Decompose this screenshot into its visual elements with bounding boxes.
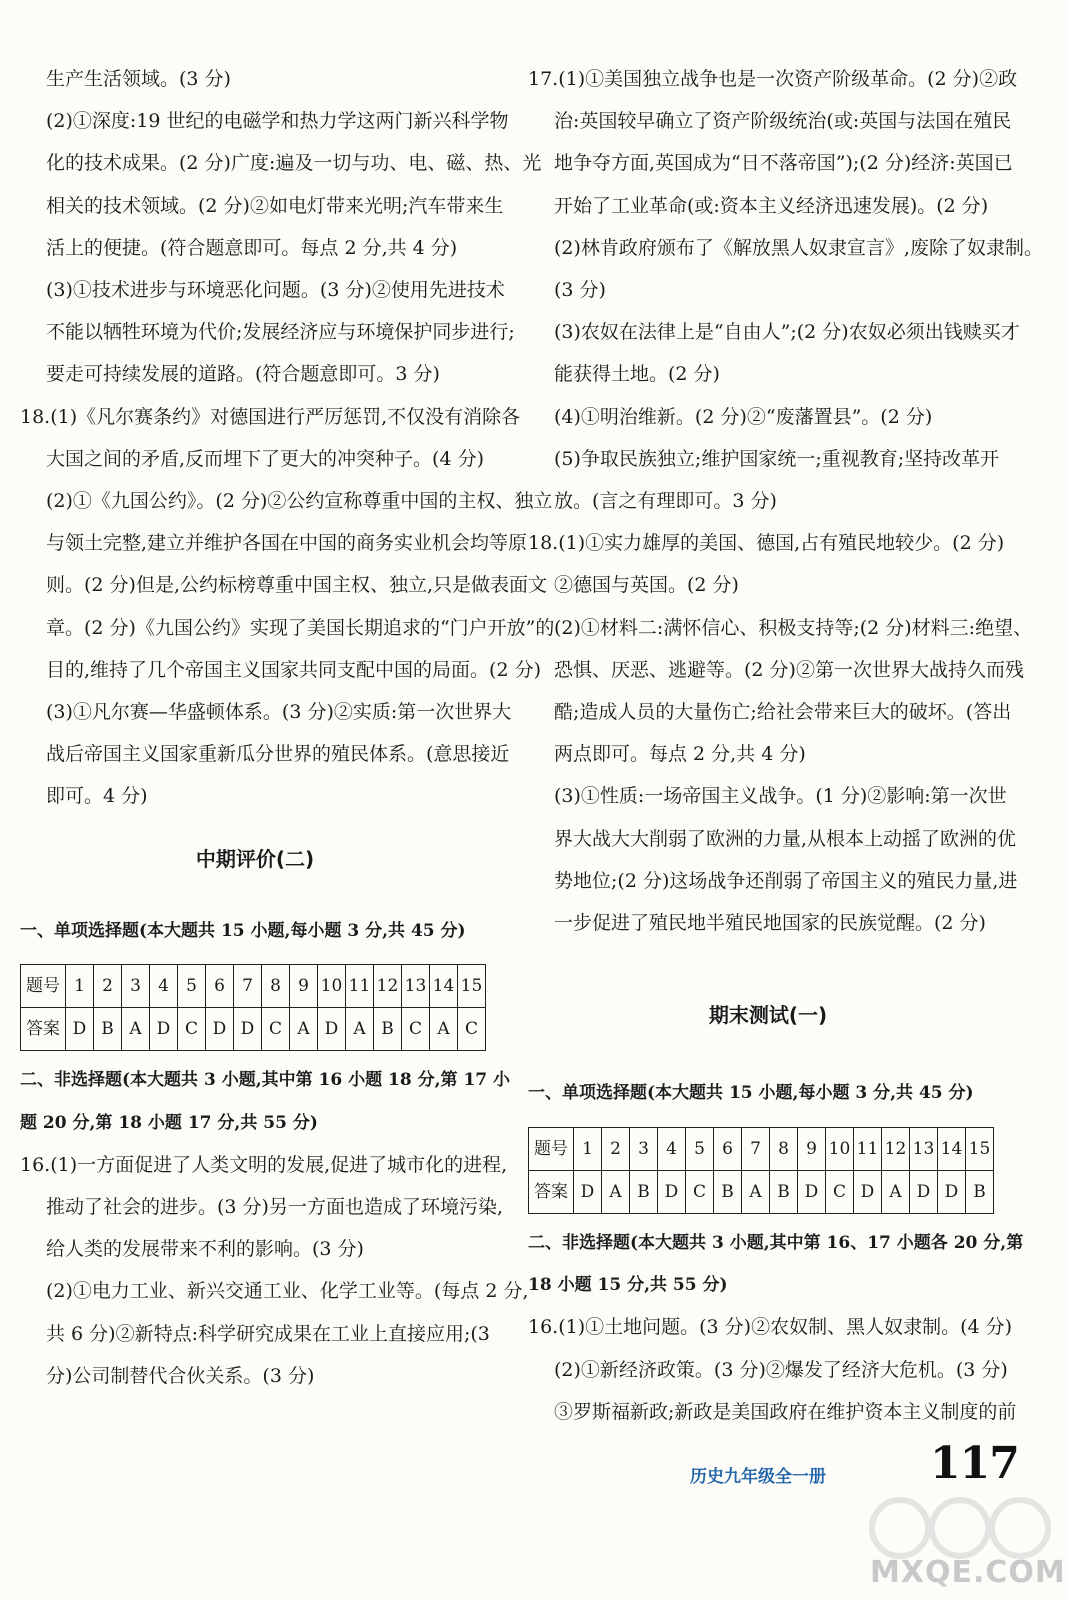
answer-line: 地争夺方面,英国成为“日不落帝国”);(2 分)经济:英国已 (554, 152, 1013, 175)
single-choice-heading: 一、单项选择题(本大题共 15 小题,每小题 3 分,共 45 分) (528, 1083, 974, 1104)
right-answers-block-2 (528, 1306, 1017, 1433)
answer-line: 两点即可。每点 2 分,共 4 分) (554, 743, 806, 766)
answer-line: 化的技术成果。(2 分)广度:遍及一切与功、电、磁、热、光 (46, 152, 542, 175)
table-header-number: 题号 (529, 1127, 574, 1170)
table-header-number: 题号 (21, 965, 66, 1008)
answer-line: (3 分) (554, 279, 606, 302)
question-number-cell: 3 (122, 965, 150, 1008)
question-number-cell: 1 (66, 965, 94, 1008)
question-number-cell: 14 (430, 965, 458, 1008)
answer-line: 共 6 分)②新特点:科学研究成果在工业上直接应用;(3 (46, 1322, 490, 1345)
answer-cell: C (826, 1170, 854, 1213)
answer-cell: B (630, 1170, 658, 1213)
answer-line: (2)林肯政府颁布了《解放黑人奴隶宣言》,废除了奴隶制。 (554, 236, 1043, 259)
answer-line: ②德国与英国。(2 分) (554, 574, 739, 597)
answer-cell: A (882, 1170, 910, 1213)
right-answers-block-1 (528, 58, 1043, 944)
answer-line: 活上的便捷。(符合题意即可。每点 2 分,共 4 分) (46, 236, 458, 259)
answer-line: 18.(1)①实力雄厚的美国、德国,占有殖民地较少。(2 分) (528, 532, 1005, 555)
footer-subject: 历史九年级全一册 (690, 1467, 826, 1487)
answer-cell: D (938, 1170, 966, 1213)
answer-cell: D (658, 1170, 686, 1213)
answer-line: 一步促进了殖民地半殖民地国家的民族觉醒。(2 分) (554, 912, 986, 935)
answer-line: 大国之间的矛盾,反而埋下了更大的冲突种子。(4 分) (46, 447, 484, 470)
answer-line: 目的,维持了几个帝国主义国家共同支配中国的局面。(2 分) (46, 658, 541, 681)
question-number-cell: 5 (686, 1127, 714, 1170)
answer-line: 酷;造成人员的大量伤亡;给社会带来巨大的破坏。(答出 (554, 701, 1012, 724)
answer-cell: A (602, 1170, 630, 1213)
non-choice-heading-line-1: 二、非选择题(本大题共 3 小题,其中第 16 小题 18 分,第 17 小 (20, 1070, 511, 1091)
answer-line: 与领土完整,建立并维护各国在中国的商务实业机会均等原 (46, 532, 528, 555)
question-number-cell: 13 (402, 965, 430, 1008)
answer-cell: D (234, 1008, 262, 1051)
question-number-cell: 14 (938, 1127, 966, 1170)
question-number-cell: 12 (374, 965, 402, 1008)
answer-line: 推动了社会的进步。(3 分)另一方面也造成了环境污染, (46, 1196, 503, 1219)
answer-cell: D (206, 1008, 234, 1051)
question-number-cell: 15 (966, 1127, 994, 1170)
section-title-midterm-2: 中期评价(二) (195, 846, 315, 871)
answer-cell: B (94, 1008, 122, 1051)
answer-line: 给人类的发展带来不利的影响。(3 分) (46, 1238, 364, 1261)
answer-cell: C (686, 1170, 714, 1213)
answer-cell: A (742, 1170, 770, 1213)
question-number-cell: 10 (318, 965, 346, 1008)
answer-line: 即可。4 分) (46, 785, 148, 808)
section-title-final-1: 期末测试(一) (708, 1003, 828, 1028)
answer-line: (4)①明治维新。(2 分)②“废藩置县”。(2 分) (554, 405, 933, 428)
question-number-cell: 15 (458, 965, 486, 1008)
answer-cell: D (854, 1170, 882, 1213)
answer-line: (5)争取民族独立;维护国家统一;重视教育;坚持改革开 (554, 447, 1000, 470)
answer-cell: B (374, 1008, 402, 1051)
answer-line: 界大战大大削弱了欧洲的力量,从根本上动摇了欧洲的优 (554, 827, 1017, 850)
answer-line: (3)农奴在法律上是“自由人”;(2 分)农奴必须出钱赎买才 (554, 321, 1020, 344)
answer-cell: A (122, 1008, 150, 1051)
answer-line: 不能以牺牲环境为代价;发展经济应与环境保护同步进行; (46, 321, 515, 344)
question-number-cell: 6 (206, 965, 234, 1008)
answer-cell: B (714, 1170, 742, 1213)
answer-cell: A (430, 1008, 458, 1051)
watermark-text: MXQE.COM (870, 1555, 1066, 1590)
answer-line: (2)①电力工业、新兴交通工业、化学工业等。(每点 2 分, (46, 1280, 529, 1303)
left-answers-block-1 (20, 58, 555, 818)
question-number-cell: 2 (602, 1127, 630, 1170)
question-number-cell: 4 (658, 1127, 686, 1170)
question-number-cell: 6 (714, 1127, 742, 1170)
answer-cell: B (966, 1170, 994, 1213)
non-choice-heading-line-1: 二、非选择题(本大题共 3 小题,其中第 16、17 小题各 20 分,第 (528, 1233, 1024, 1254)
answer-cell: D (66, 1008, 94, 1051)
right-column (528, 58, 1043, 1433)
answer-cell: A (346, 1008, 374, 1051)
answer-line: 18.(1)《凡尔赛条约》对德国进行严厉惩罚,不仅没有消除各 (20, 405, 521, 428)
question-number-cell: 8 (770, 1127, 798, 1170)
question-number-cell: 3 (630, 1127, 658, 1170)
answer-cell: C (402, 1008, 430, 1051)
answer-line: 战后帝国主义国家重新瓜分世界的殖民体系。(意思接近 (46, 743, 510, 766)
answer-line: 16.(1)一方面促进了人类文明的发展,促进了城市化的进程, (20, 1153, 508, 1176)
answer-line: 开始了工业革命(或:资本主义经济迅速发展)。(2 分) (554, 194, 989, 217)
question-number-cell: 2 (94, 965, 122, 1008)
question-number-cell: 4 (150, 965, 178, 1008)
answer-table-final-1 (528, 1127, 994, 1214)
question-number-cell: 11 (346, 965, 374, 1008)
answer-line: 生产生活领域。(3 分) (46, 68, 231, 90)
question-number-cell: 7 (234, 965, 262, 1008)
answer-line: 17.(1)①美国独立战争也是一次资产阶级革命。(2 分)②政 (528, 68, 1018, 90)
non-choice-heading-line-2: 题 20 分,第 18 小题 17 分,共 55 分) (20, 1112, 318, 1133)
question-number-cell: 9 (798, 1127, 826, 1170)
answer-line: 势地位;(2 分)这场战争还削弱了帝国主义的殖民力量,进 (554, 869, 1018, 892)
table-header-answer: 答案 (529, 1170, 574, 1213)
answer-line: (2)①材料二:满怀信心、积极支持等;(2 分)材料三:绝望、 (554, 616, 1033, 639)
answer-line: 16.(1)①土地问题。(3 分)②农奴制、黑人奴隶制。(4 分) (528, 1316, 1013, 1339)
single-choice-heading: 一、单项选择题(本大题共 15 小题,每小题 3 分,共 45 分) (20, 920, 466, 941)
non-choice-heading-line-2: 18 小题 15 分,共 55 分) (528, 1275, 728, 1296)
answer-line: 治:英国较早确立了资产阶级统治(或:英国与法国在殖民 (554, 110, 1012, 133)
answer-line: 则。(2 分)但是,公约标榜尊重中国主权、独立,只是做表面文 (46, 574, 548, 597)
page-number: 117 (930, 1438, 1019, 1489)
left-answers-block-2 (20, 1144, 529, 1397)
answer-cell: D (910, 1170, 938, 1213)
question-number-cell: 13 (910, 1127, 938, 1170)
answer-cell: D (574, 1170, 602, 1213)
answer-table-midterm-2 (20, 964, 486, 1051)
answer-line: 放。(言之有理即可。3 分) (554, 490, 777, 513)
answer-line: ③罗斯福新政;新政是美国政府在维护资本主义制度的前 (554, 1400, 1017, 1423)
answer-line: 相关的技术领域。(2 分)②如电灯带来光明;汽车带来生 (46, 194, 504, 217)
question-number-cell: 11 (854, 1127, 882, 1170)
answer-cell: D (150, 1008, 178, 1051)
question-number-cell: 1 (574, 1127, 602, 1170)
answer-line: 要走可持续发展的道路。(符合题意即可。3 分) (46, 363, 440, 386)
table-header-answer: 答案 (21, 1008, 66, 1051)
question-number-cell: 5 (178, 965, 206, 1008)
answer-line: (3)①技术进步与环境恶化问题。(3 分)②使用先进技术 (46, 279, 505, 302)
question-number-cell: 7 (742, 1127, 770, 1170)
answer-line: 章。(2 分)《九国公约》实现了美国长期追求的“门户开放”的 (46, 616, 555, 639)
answer-line: (2)①《九国公约》。(2 分)②公约宣称尊重中国的主权、独立 (46, 490, 553, 513)
answer-cell: B (770, 1170, 798, 1213)
answer-line: 分)公司制替代合伙关系。(3 分) (46, 1364, 315, 1387)
answer-cell: A (290, 1008, 318, 1051)
question-number-cell: 12 (882, 1127, 910, 1170)
answer-line: 能获得土地。(2 分) (554, 363, 720, 386)
answer-line: (3)①性质:一场帝国主义战争。(1 分)②影响:第一次世 (554, 785, 1007, 808)
answer-line: (2)①新经济政策。(3 分)②爆发了经济大危机。(3 分) (554, 1358, 1008, 1381)
answer-cell: D (318, 1008, 346, 1051)
left-column (20, 58, 555, 1397)
answer-line: (3)①凡尔赛—华盛顿体系。(3 分)②实质:第一次世界大 (46, 701, 512, 724)
question-number-cell: 9 (290, 965, 318, 1008)
answer-line: (2)①深度:19 世纪的电磁学和热力学这两门新兴科学物 (46, 110, 509, 133)
question-number-cell: 8 (262, 965, 290, 1008)
answer-cell: C (178, 1008, 206, 1051)
answer-line: 恐惧、厌恶、逃避等。(2 分)②第一次世界大战持久而残 (554, 658, 1024, 681)
answer-cell: C (262, 1008, 290, 1051)
question-number-cell: 10 (826, 1127, 854, 1170)
answer-cell: D (798, 1170, 826, 1213)
answer-cell: C (458, 1008, 486, 1051)
